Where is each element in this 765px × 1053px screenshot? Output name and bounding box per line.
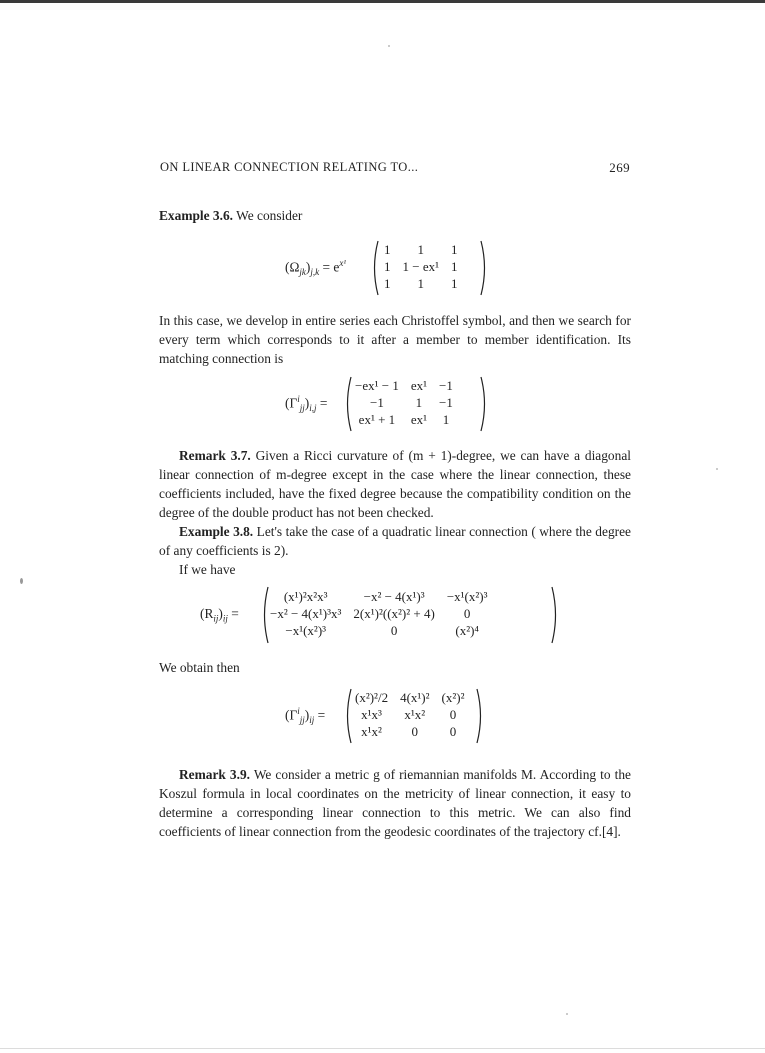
running-title: ON LINEAR CONNECTION RELATING TO... — [160, 160, 419, 174]
remark-3-7-text: Given a Ricci curvature of (m + 1)-degree, we can have a diagonal linear connection of m-degree except in the case where the linear connection, these coefficients included, have the fixed degree because the compatibility condition on the degree of the double product has not been checked. — [159, 448, 631, 520]
right-paren — [479, 376, 489, 432]
matrix-cell: 1 — [384, 242, 391, 257]
matrix-cell: 2(x¹)²((x²)² + 4) — [353, 606, 435, 621]
omega-matrix — [378, 241, 464, 292]
connection-2-lhs: $(\Gamma^i_{jj})_{ij}$ = — [285, 706, 326, 726]
matrix-cell: −x² − 4(x¹)³ — [363, 589, 425, 604]
matrix-cell: 0 — [463, 606, 471, 621]
matrix-cell: 0 — [390, 623, 398, 638]
if-we-have: If we have — [179, 562, 236, 577]
matrix-cell: 1 — [451, 242, 458, 257]
matrix-cell: 0 — [449, 707, 457, 722]
matrix-cell: 1 — [442, 412, 450, 427]
paragraph-series: In this case, we develop in entire series each Christoffel symbol, and then we search for every term which corresponds to it after a member to member identification. Its matching connection is — [159, 313, 631, 366]
matrix-cell: 1 — [451, 259, 458, 274]
matrix-cell: (x²)² — [441, 690, 465, 705]
matrix-cell: 0 — [449, 724, 457, 739]
matrix-cell: x¹x³ — [361, 707, 382, 722]
page-number: 269 — [609, 160, 630, 175]
connection-1-lhs: $(\Gamma^i_{jj})_{i,j}$ = — [285, 394, 328, 414]
scan-speck — [20, 578, 23, 584]
ricci-equation — [200, 586, 570, 644]
we-obtain-then: We obtain then — [159, 660, 240, 675]
matrix-cell: 1 − ex¹ — [402, 259, 439, 274]
scan-edge-top — [0, 0, 765, 3]
matrix-cell: 1 — [417, 242, 424, 257]
matrix-cell: ex¹ — [410, 378, 428, 393]
matrix-cell: 4(x¹)² — [400, 690, 430, 705]
connection-1-matrix — [349, 377, 459, 428]
scan-speck — [566, 1013, 568, 1015]
connection-2-matrix — [349, 689, 470, 740]
matrix-cell: (x¹)²x²x³ — [283, 589, 328, 604]
omega-equation — [285, 240, 495, 296]
matrix-cell: ex¹ + 1 — [358, 412, 396, 427]
remark-3-9-text: We consider a metric g of riemannian manifolds M. According to the Koszul formula in local coordinates on the metricity of linear connection, it easy to determine a corresponding linear connection to this metric. We can also find coefficients of linear connection from the geodesic coordinates of the trajectory cf.[4]. — [159, 767, 631, 839]
matrix-cell: −1 — [370, 395, 384, 410]
matrix-cell: −1 — [439, 378, 453, 393]
matrix-cell: 0 — [411, 724, 419, 739]
matrix-cell: −x¹(x²)³ — [285, 623, 327, 638]
matrix-cell: 1 — [417, 276, 424, 291]
remark-3-7-label: Remark 3.7. — [179, 448, 251, 463]
right-paren — [550, 586, 560, 644]
running-header — [160, 160, 630, 176]
scan-speck — [388, 45, 390, 47]
omega-lhs: $(\Omega_{jk})_{j,k} = e^{x^1}$ — [285, 258, 347, 278]
remark-3-9-label: Remark 3.9. — [179, 767, 251, 782]
matrix-cell: −x² − 4(x¹)³x³ — [270, 606, 342, 621]
matrix-cell: −x¹(x²)³ — [446, 589, 488, 604]
matrix-cell: 1 — [384, 259, 391, 274]
example-3-6-label: Example 3.6. — [159, 208, 234, 223]
right-paren — [475, 688, 485, 744]
matrix-cell: (x²)⁴ — [455, 623, 479, 638]
matrix-cell: 1 — [415, 395, 423, 410]
example-3-8-label: Example 3.8. — [179, 524, 254, 539]
matrix-cell: 1 — [451, 276, 458, 291]
connection-equation-1 — [285, 376, 495, 432]
matrix-cell: 1 — [384, 276, 391, 291]
example-3-8-text: Let's take the case of a quadratic linear connection ( where the degree of any coefficients is 2). — [159, 524, 631, 558]
matrix-cell: ex¹ — [410, 412, 428, 427]
connection-equation-2 — [285, 688, 495, 744]
example-3-8 — [159, 522, 631, 560]
scan-edge-bottom — [0, 1048, 765, 1049]
ricci-lhs: $(R_{ij})_{ij}$ = — [200, 606, 239, 624]
ricci-matrix — [264, 588, 494, 639]
right-paren — [479, 240, 489, 296]
scan-speck — [716, 468, 718, 470]
matrix-cell: −1 — [439, 395, 453, 410]
remark-3-9 — [159, 765, 631, 841]
example-3-6-text: We consider — [236, 208, 303, 223]
example-3-6 — [159, 206, 631, 225]
matrix-cell: x¹x² — [361, 724, 382, 739]
matrix-cell: (x²)²/2 — [355, 690, 389, 705]
matrix-cell: −ex¹ − 1 — [355, 378, 399, 393]
matrix-cell: x¹x² — [404, 707, 426, 722]
remark-3-7 — [159, 446, 631, 522]
